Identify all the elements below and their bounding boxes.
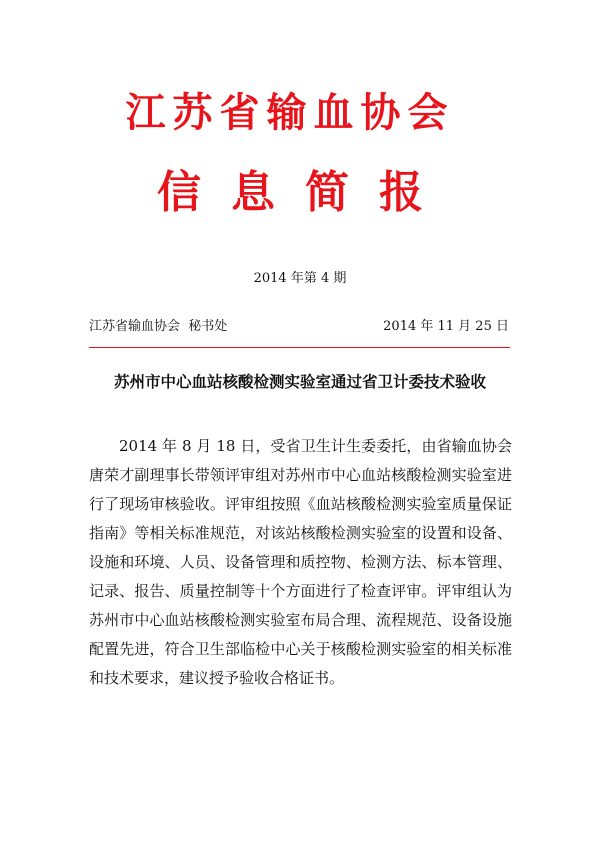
article-headline: 苏州市中心血站核酸检测实验室通过省卫计委技术验收 [113,372,486,391]
issue-number: 2014 年第 4 期 [253,271,347,286]
bulletin-title: 信息简报 [157,167,453,218]
article-body: 2014 年 8 月 18 日，受省卫生计生委委托，由省输血协会唐荣才副理事长带领评审组对苏州市中心血站核酸检测实验室进行了现场审核验收。评审组按照《血站核酸检测实验室质量保证指南》等相关标准规范，对该站核酸检测实验室的设置和设备、设施和环境、人员、设备管理和质控物、检测方法、标本管理、记录、报告、质量控制等十个方面进行了检查评审。评审组认为苏州市中心血站核酸检测实验室布局合理、流程规范、设备设施配置先进，符合卫生部临检中心关于核酸检测实验室的相关标准和技术要求，建议授予验收合格证书。 [89,437,512,687]
publish-date: 2014 年 11 月 25 日 [383,319,509,334]
publisher: 江苏省输血协会 秘书处 [89,319,228,334]
org-title: 江苏省输血协会 [125,90,455,136]
red-divider [89,347,510,348]
